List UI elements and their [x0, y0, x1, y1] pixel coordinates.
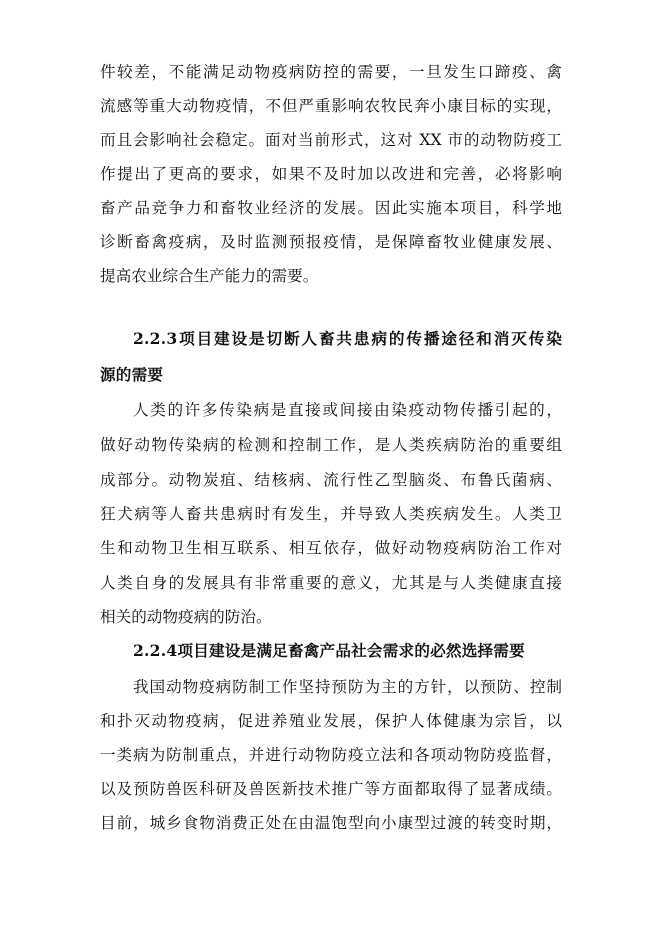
section-heading-2-2-4: 2.2.4项目建设是满足畜禽产品社会需求的必然选择需要: [133, 641, 525, 660]
paragraph-2-line-6: 人类自身的发展具有非常重要的意义，尤其是与人类健康直接: [100, 574, 562, 592]
paragraph-3-line-2: 和扑灭动物疫病，促进养殖业发展，保护人体健康为宗旨，以: [100, 712, 562, 730]
section-heading-2-2-3-line-2: 源的需要: [100, 365, 164, 384]
paragraph-2-line-3: 成部分。动物炭疽、结核病、流行性乙型脑炎、布鲁氏菌病、: [100, 471, 562, 489]
paragraph-2-line-7: 相关的动物疫病的防治。: [100, 608, 272, 626]
paragraph-3-line-1: 我国动物疫病防制工作坚持预防为主的方针，以预防、控制: [133, 678, 562, 696]
paragraph-1-line-4: 作提出了更高的要求，如果不及时加以改进和完善，必将影响: [100, 165, 562, 183]
paragraph-1-line-1: 件较差，不能满足动物疫病防控的需要，一旦发生口蹄疫、禽: [100, 63, 562, 81]
paragraph-2-line-2: 做好动物传染病的检测和控制工作，是人类疾病防治的重要组: [100, 436, 562, 454]
paragraph-2-line-5: 生和动物卫生相互联系、相互依存，做好动物疫病防治工作对: [100, 539, 562, 557]
paragraph-1-line-3: 而且会影响社会稳定。面对当前形式，这对 XX 市的动物防疫工: [100, 131, 562, 149]
paragraph-1-line-2: 流感等重大动物疫情，不但严重影响农牧民奔小康目标的实现，: [100, 97, 562, 115]
paragraph-2-line-4: 狂犬病等人畜共患病时有发生，并导致人类疾病发生。人类卫: [100, 505, 562, 523]
paragraph-2-line-1: 人类的许多传染病是直接或间接由染疫动物传播引起的，: [133, 401, 562, 419]
paragraph-3-line-4: 以及预防兽医科研及兽医新技术推广等方面都取得了显著成绩。: [100, 780, 562, 798]
paragraph-1-line-6: 诊断畜禽疫病，及时监测预报疫情，是保障畜牧业健康发展、: [100, 233, 562, 251]
paragraph-1-line-7: 提高农业综合生产能力的需要。: [100, 267, 319, 285]
paragraph-1-line-5: 畜产品竞争力和畜牧业经济的发展。因此实施本项目，科学地: [100, 199, 562, 217]
section-heading-2-2-3-line-1: 2.2.3项目建设是切断人畜共患病的传播途径和消灭传染: [133, 329, 562, 348]
paragraph-3-line-5: 目前，城乡食物消费正处在由温饱型向小康型过渡的转变时期，: [100, 814, 562, 832]
paragraph-3-line-3: 一类病为防制重点，并进行动物防疫立法和各项动物防疫监督，: [100, 746, 562, 764]
